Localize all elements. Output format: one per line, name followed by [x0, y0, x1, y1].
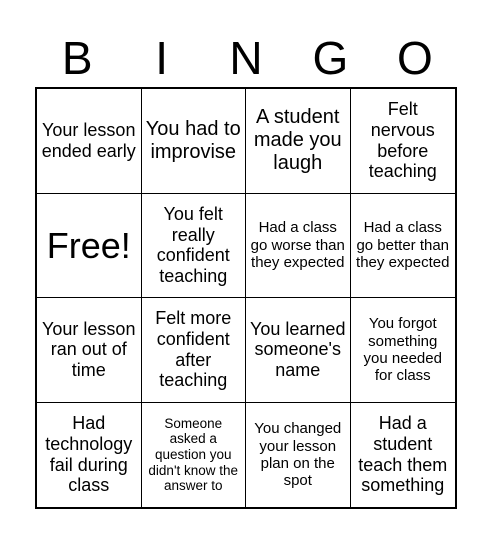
bingo-header	[35, 30, 457, 86]
bingo-cell-r4c4[interactable]: Had a student teach them something	[358, 413, 448, 496]
header-letter-g: G	[312, 32, 349, 84]
bingo-cell-free[interactable]: Free!	[37, 194, 142, 299]
header-letter-b: B	[61, 32, 93, 84]
bingo-cell-r3c1[interactable]: Your lesson ran out of time	[37, 298, 142, 403]
bingo-cell-r4c3[interactable]: You changed your lesson plan on the spot	[246, 403, 351, 508]
header-letter-o: O	[396, 32, 433, 84]
bingo-cell-r3c3[interactable]: You learned someone's name	[246, 298, 351, 403]
bingo-cell-r2c3[interactable]: Had a class go worse than they expected	[246, 194, 351, 299]
bingo-cell-r1c2[interactable]: You had to improvise	[142, 89, 247, 194]
bingo-board	[35, 87, 457, 509]
header-letter-i: I	[155, 32, 168, 84]
bingo-cell-r2c4[interactable]: Had a class go better than they expected	[351, 194, 456, 299]
bingo-cell-r1c4[interactable]: Felt nervous before teaching	[351, 89, 456, 194]
bingo-cell-r4c1[interactable]: Had technology fail during class	[37, 403, 142, 508]
header-letter-n: N	[229, 32, 263, 84]
bingo-cell-r4c2[interactable]: Someone asked a question you didn't know the answer to	[142, 403, 247, 508]
bingo-cell-r3c2[interactable]: Felt more confident after teaching	[142, 298, 247, 403]
bingo-cell-r2c2[interactable]: You felt really confident teaching	[142, 194, 247, 299]
bingo-cell-r3c4[interactable]: You forgot something you needed for class	[351, 298, 456, 403]
bingo-cell-r1c1[interactable]: Your lesson ended early	[37, 89, 142, 194]
bingo-cell-r1c3[interactable]: A student made you laugh	[246, 89, 351, 194]
